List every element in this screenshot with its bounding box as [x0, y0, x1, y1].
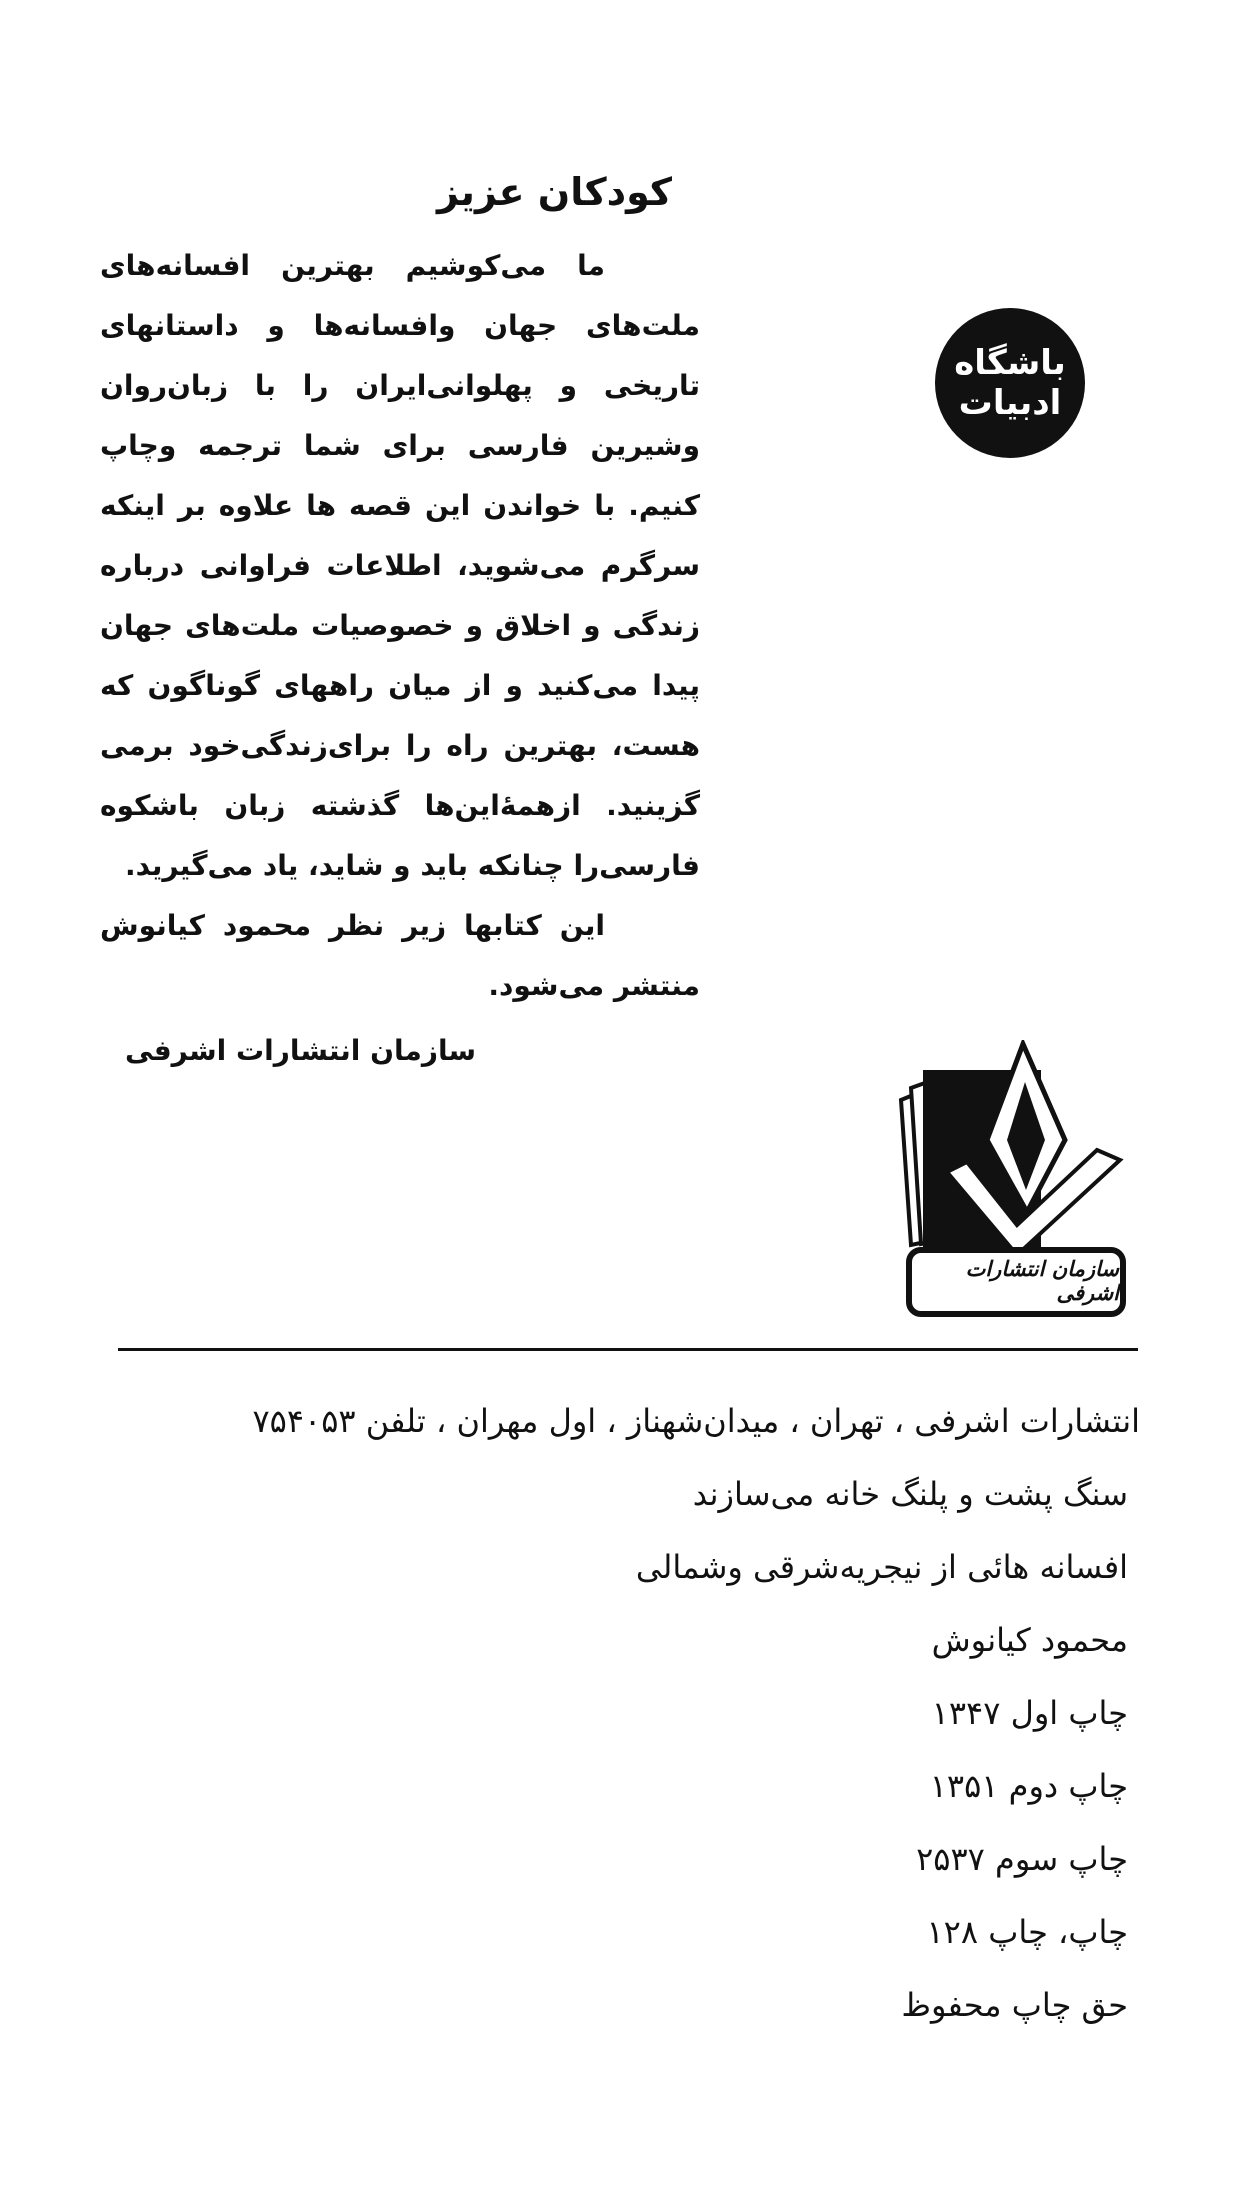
publisher-address: انتشارات اشرفی ، تهران ، میدان‌شهناز ، اول مهران ، تلفن ۷۵۴۰۵۳ [252, 1402, 1140, 1440]
badge-line-2: ادبیات [958, 383, 1062, 423]
author-name: محمود کیانوش [931, 1621, 1128, 1659]
edition-second: چاپ دوم ۱۳۵۱ [929, 1767, 1128, 1805]
publisher-logo [895, 1040, 1135, 1325]
publisher-signature: سازمان انتشارات اشرفی [125, 1033, 477, 1067]
book-title: سنگ پشت و پلنگ خانه می‌سازند [692, 1475, 1128, 1513]
copyright-notice: حق چاپ محفوظ [901, 1986, 1128, 2024]
intro-title: کودکان عزیز [437, 170, 672, 214]
colophon [100, 1385, 1140, 2042]
edition-third: چاپ سوم ۲۵۳۷ [916, 1840, 1128, 1878]
badge-line-1: باشگاه [954, 343, 1066, 383]
intro-paragraph: ما می‌کوشیم بهترین افسانه‌های ملت‌های جهان وافسانه‌ها و داستانهای تاریخی و پهلوانی‌ایران را با زبان‌روان وشیرین فارسی برای شما ترجمه و‌چاپ کنیم. با خواندن این قصه ها علاوه بر اینکه سرگرم می‌شوید، اطلاعات فراوانی درباره‌ زندگی و اخلاق و خصوصیات ملت‌های جهان پیدا می‌کنید و از میان راههای گوناگون که هست، بهترین راه را برای‌زندگی‌خود برمی گزینید. ازهمهٔ‌این‌ها گذشته زبان باشکوه فارسی‌را چنانکه باید و شاید، یاد می‌گیرید. [100, 248, 700, 882]
edition-first: چاپ اول ۱۳۴۷ [931, 1694, 1128, 1732]
editor-note: این کتابها زیر نظر محمود کیانوش منتشر می‌شود. [100, 908, 700, 1002]
literature-club-badge [935, 308, 1085, 458]
book-subtitle: افسانه هائی از نیجریه‌شرقی وشمالی [635, 1548, 1128, 1586]
printing-house: چاپ، چاپ ۱۲۸ [926, 1913, 1128, 1951]
publisher-logo-label: سازمان انتشارات اشرفی [965, 1257, 1119, 1305]
section-divider [118, 1348, 1138, 1351]
intro-block [100, 170, 700, 1067]
